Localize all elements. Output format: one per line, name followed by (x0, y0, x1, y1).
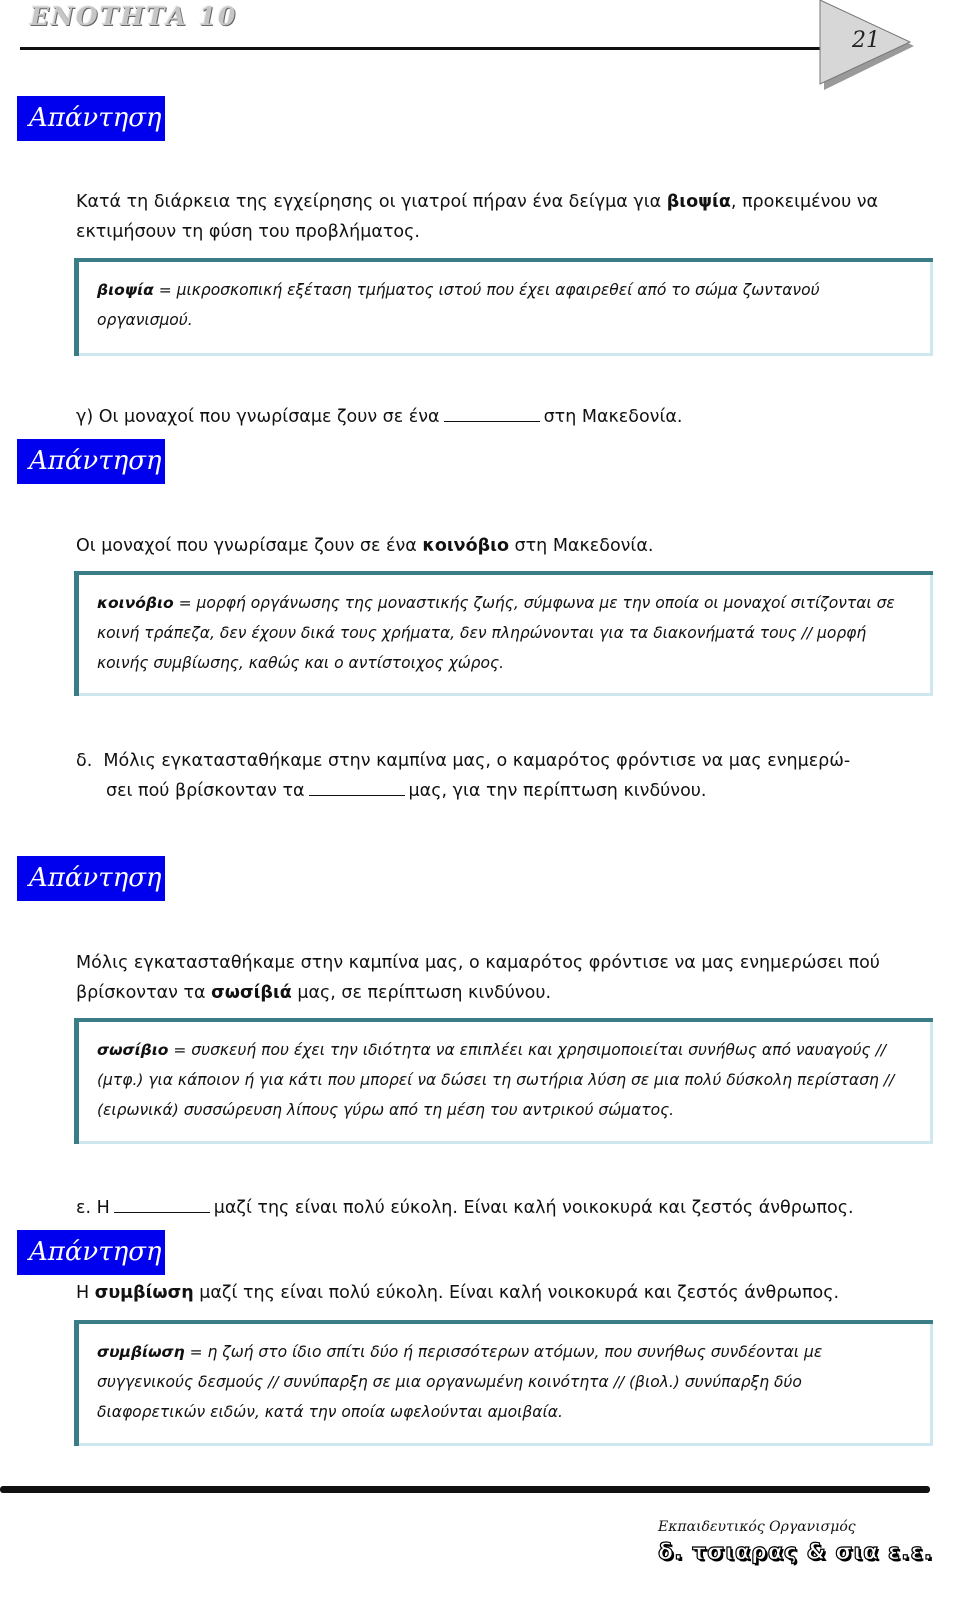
answer-term: σωσίβιά (211, 983, 292, 1003)
definition-term: κοινόβιο (97, 594, 174, 612)
answer-text: Κατά τη διάρκεια της εγχείρησης οι γιατροί πήραν ένα δείγμα για βιοψία, προκειμένου να εκτιμήσουν τη φύση του προβλήματος. (76, 192, 879, 242)
question-text: ε. Η μαζί της είναι πολύ εύκολη. Είναι καλή νοικοκυρά και ζεστός άνθρωπος. (76, 1198, 854, 1218)
answer-term: συμβίωση (94, 1283, 194, 1303)
footer-org-label: Εκπαιδευτικός Οργανισμός (658, 1519, 856, 1535)
answer-label: Απάντηση (17, 439, 165, 484)
definition-box (74, 1320, 933, 1446)
answer-label: Απάντηση (17, 96, 165, 141)
fill-blank (114, 1196, 210, 1213)
answer-text: Μόλις εγκατασταθήκαμε στην καμπίνα μας, ο καμαρότος φρόντισε να μας ενημερώσει πού βρίσκονταν τα σωσίβιά μας, σε περίπτωση κινδύνου. (76, 953, 880, 1003)
page-number: 21 (852, 28, 880, 53)
definition-text: βιοψία = μικροσκοπική εξέταση τμήματος ιστού που έχει αφαιρεθεί από το σώμα ζωντανού οργανισμού. (97, 281, 820, 329)
section-title: ΕΝΟΤΗΤΑ 10 (30, 2, 238, 31)
answer-text: Η συμβίωση μαζί της είναι πολύ εύκολη. Είναι καλή νοικοκυρά και ζεστός άνθρωπος. (76, 1283, 840, 1303)
question-text: γ) Οι μοναχοί που γνωρίσαμε ζουν σε ένα στη Μακεδονία. (76, 407, 683, 427)
fill-blank (309, 779, 405, 796)
definition-box (74, 1018, 933, 1144)
definition-term: βιοψία (97, 281, 154, 299)
question-text: δ. Μόλις εγκατασταθήκαμε στην καμπίνα μας, ο καμαρότος φρόντισε να μας ενημερώ- σει πού βρίσκονταν τα μας, για την περίπτωση κινδύνου. (76, 751, 851, 801)
answer-term: βιοψία (666, 192, 731, 212)
definition-text: κοινόβιο = μορφή οργάνωσης της μοναστικής ζωής, σύμφωνα με την οποία οι μοναχοί σιτίζονται σε κοινή τράπεζα, δεν έχουν δικά τους χρήματα, δεν πληρώνονται για τα διακονήματά τους // μορφή κοινής συμβίωσης, καθώς και ο αντίστοιχος χώρος. (97, 594, 895, 672)
definition-term: συμβίωση (97, 1343, 185, 1361)
definition-term: σωσίβιο (97, 1041, 169, 1059)
answer-label: Απάντηση (17, 856, 165, 901)
header-rule (20, 47, 862, 50)
answer-term: κοινόβιο (422, 536, 509, 556)
footer-rule (0, 1486, 930, 1493)
answer-label: Απάντηση (17, 1230, 165, 1275)
definition-box (74, 571, 933, 696)
answer-text: Οι μοναχοί που γνωρίσαμε ζουν σε ένα κοινόβιο στη Μακεδονία. (76, 536, 654, 556)
fill-blank (444, 405, 540, 422)
publisher-logo: δ. τσιαρας & σια ε.ε. (658, 1540, 934, 1565)
definition-text: συμβίωση = η ζωή στο ίδιο σπίτι δύο ή περισσότερων ατόμων, που συνήθως συνδέονται με συγγενικούς δεσμούς // συνύπαρξη σε μια οργανωμένη κοινότητα // (βιολ.) συνύπαρξη δύο διαφορετικών ειδών, κατά την οποία ωφελούνται αμοιβαία. (97, 1343, 823, 1421)
definition-box (74, 258, 933, 356)
definition-text: σωσίβιο = συσκευή που έχει την ιδιότητα να επιπλέει και χρησιμοποιείται συνήθως από ναυαγούς // (μτφ.) για κάποιον ή για κάτι που μπορεί να δώσει τη σωτήρια λύση σε μια πολύ δύσκολη περίσταση // (ειρωνικά) συσσώρευση λίπους γύρω από τη μέση του αντρικού σώματος. (97, 1041, 895, 1119)
